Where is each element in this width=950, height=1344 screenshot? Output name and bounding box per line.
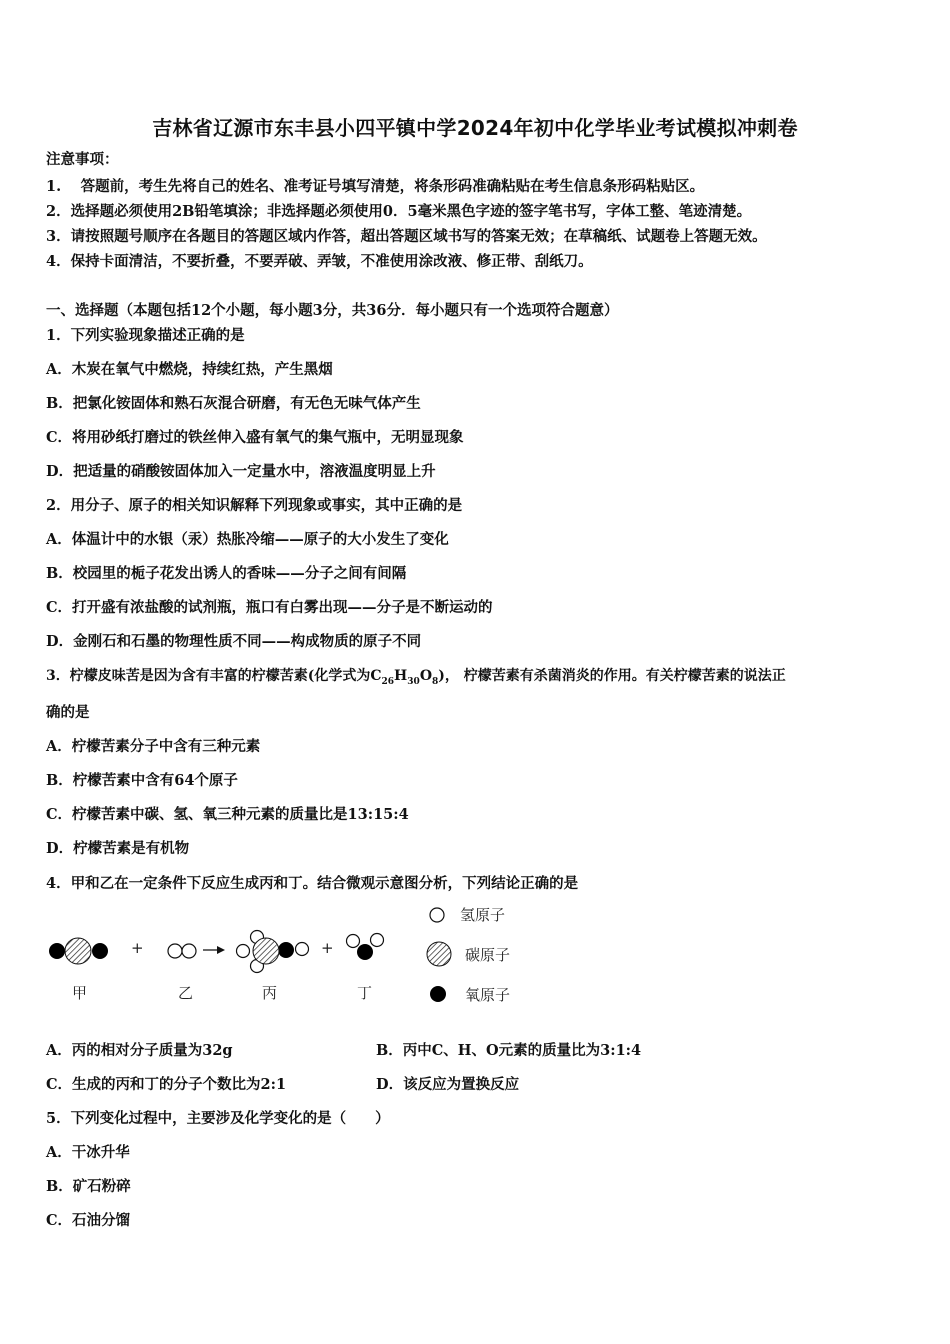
stem-text: 3．柠檬皮味苦是因为含有丰富的柠檬苦素(化学式为C bbox=[46, 668, 382, 684]
option-d: D．柠檬苦素是有机物 bbox=[46, 840, 190, 857]
option-b: B．校园里的栀子花发出诱人的香味——分子之间有间隔 bbox=[46, 565, 407, 582]
notice-item: 4．保持卡面清洁，不要折叠，不要弄破、弄皱，不准使用涂改液、修正带、刮纸刀。 bbox=[46, 253, 593, 270]
option-c: C．将用砂纸打磨过的铁丝伸入盛有氧气的集气瓶中，无明显现象 bbox=[46, 429, 464, 446]
carbon-atom bbox=[65, 938, 91, 964]
notice-item: 1. 答题前，考生先将自己的姓名、准考证号填写清楚，将条形码准确粘贴在考生信息条形码粘贴区。 bbox=[46, 178, 705, 195]
option-c: C．生成的丙和丁的分子个数比为2:1 bbox=[46, 1076, 287, 1093]
molecule-jia bbox=[49, 938, 108, 964]
legend-carbon-label: 碳原子 bbox=[465, 946, 511, 964]
plus-sign: + bbox=[321, 939, 334, 957]
molecule-yi bbox=[168, 944, 196, 958]
legend-oxygen-label: 氧原子 bbox=[465, 986, 511, 1004]
option-b: B．矿石粉碎 bbox=[46, 1178, 131, 1195]
question-stem: 5．下列变化过程中，主要涉及化学变化的是（ ） bbox=[46, 1110, 390, 1127]
plus-sign: + bbox=[131, 939, 144, 957]
oxygen-atom bbox=[49, 943, 65, 959]
label-yi: 乙 bbox=[178, 984, 194, 1002]
legend bbox=[427, 908, 451, 1002]
option-d: D．金刚石和石墨的物理性质不同——构成物质的原子不同 bbox=[46, 633, 422, 650]
oxygen-legend-icon bbox=[430, 986, 446, 1002]
question-stem: 2．用分子、原子的相关知识解释下列现象或事实，其中正确的是 bbox=[46, 497, 463, 514]
stem-text: )， 柠檬苦素有杀菌消炎的作用。有关柠檬苦素的说法正 bbox=[438, 668, 786, 684]
option-d: D．把适量的硝酸铵固体加入一定量水中，溶液温度明显上升 bbox=[46, 463, 436, 480]
hydrogen-atom bbox=[237, 945, 250, 958]
question-stem: 4．甲和乙在一定条件下反应生成丙和丁。结合微观示意图分析，下列结论正确的是 bbox=[46, 875, 579, 892]
question-stem-continued: 确的是 bbox=[46, 704, 90, 721]
oxygen-atom bbox=[92, 943, 108, 959]
option-a: A．柠檬苦素分子中含有三种元素 bbox=[46, 738, 261, 755]
carbon-legend-icon bbox=[427, 942, 451, 966]
hydrogen-atom bbox=[347, 935, 360, 948]
option-c: C．柠檬苦素中碳、氢、氧三种元素的质量比是13:15:4 bbox=[46, 806, 409, 823]
question-stem bbox=[46, 666, 786, 692]
formula-subscript: 26 bbox=[381, 676, 395, 687]
formula-element: H bbox=[394, 668, 408, 684]
label-ding: 丁 bbox=[357, 984, 373, 1002]
option-a: A．体温计中的水银（汞）热胀冷缩——原子的大小发生了变化 bbox=[46, 531, 449, 548]
option-d: D．该反应为置换反应 bbox=[376, 1076, 520, 1093]
molecule-ding bbox=[347, 934, 384, 961]
hydrogen-atom bbox=[168, 944, 182, 958]
option-a: A．干冰升华 bbox=[46, 1144, 130, 1161]
question-stem: 1．下列实验现象描述正确的是 bbox=[46, 327, 245, 344]
formula-subscript: 8 bbox=[432, 676, 439, 687]
hydrogen-legend-icon bbox=[430, 908, 444, 922]
carbon-atom bbox=[253, 938, 279, 964]
option-b: B．把氯化铵固体和熟石灰混合研磨，有无色无味气体产生 bbox=[46, 395, 421, 412]
option-b: B．丙中C、H、O元素的质量比为3:1:4 bbox=[376, 1042, 642, 1059]
page-title: 吉林省辽源市东丰县小四平镇中学2024年初中化学毕业考试模拟冲刺卷 bbox=[152, 116, 798, 140]
reaction-diagram bbox=[40, 898, 560, 1010]
label-jia: 甲 bbox=[72, 984, 88, 1002]
oxygen-atom bbox=[357, 944, 373, 960]
option-a: A．丙的相对分子质量为32g bbox=[46, 1042, 233, 1059]
hydrogen-atom bbox=[296, 943, 309, 956]
molecule-bing bbox=[237, 931, 309, 973]
hydrogen-atom bbox=[182, 944, 196, 958]
formula-subscript: 30 bbox=[407, 676, 420, 687]
notice-heading: 注意事项： bbox=[46, 151, 119, 168]
option-b: B．柠檬苦素中含有64个原子 bbox=[46, 772, 238, 789]
reaction-arrow bbox=[203, 946, 225, 954]
oxygen-atom bbox=[278, 942, 294, 958]
hydrogen-atom bbox=[371, 934, 384, 947]
option-a: A．木炭在氧气中燃烧，持续红热，产生黑烟 bbox=[46, 361, 333, 378]
notice-item: 2．选择题必须使用2B铅笔填涂；非选择题必须使用0．5毫米黑色字迹的签字笔书写，字体工整、笔迹清楚。 bbox=[46, 203, 752, 220]
formula-element: O bbox=[419, 668, 433, 684]
notice-item: 3．请按照题号顺序在各题目的答题区域内作答，超出答题区域书写的答案无效；在草稿纸、试题卷上答题无效。 bbox=[46, 228, 767, 245]
option-c: C．打开盛有浓盐酸的试剂瓶，瓶口有白雾出现——分子是不断运动的 bbox=[46, 599, 493, 616]
label-bing: 丙 bbox=[262, 984, 278, 1002]
legend-hydrogen-label: 氢原子 bbox=[460, 906, 506, 924]
section-heading: 一、选择题（本题包括12个小题，每小题3分，共36分．每小题只有一个选项符合题意） bbox=[46, 302, 619, 319]
option-c: C．石油分馏 bbox=[46, 1212, 131, 1229]
